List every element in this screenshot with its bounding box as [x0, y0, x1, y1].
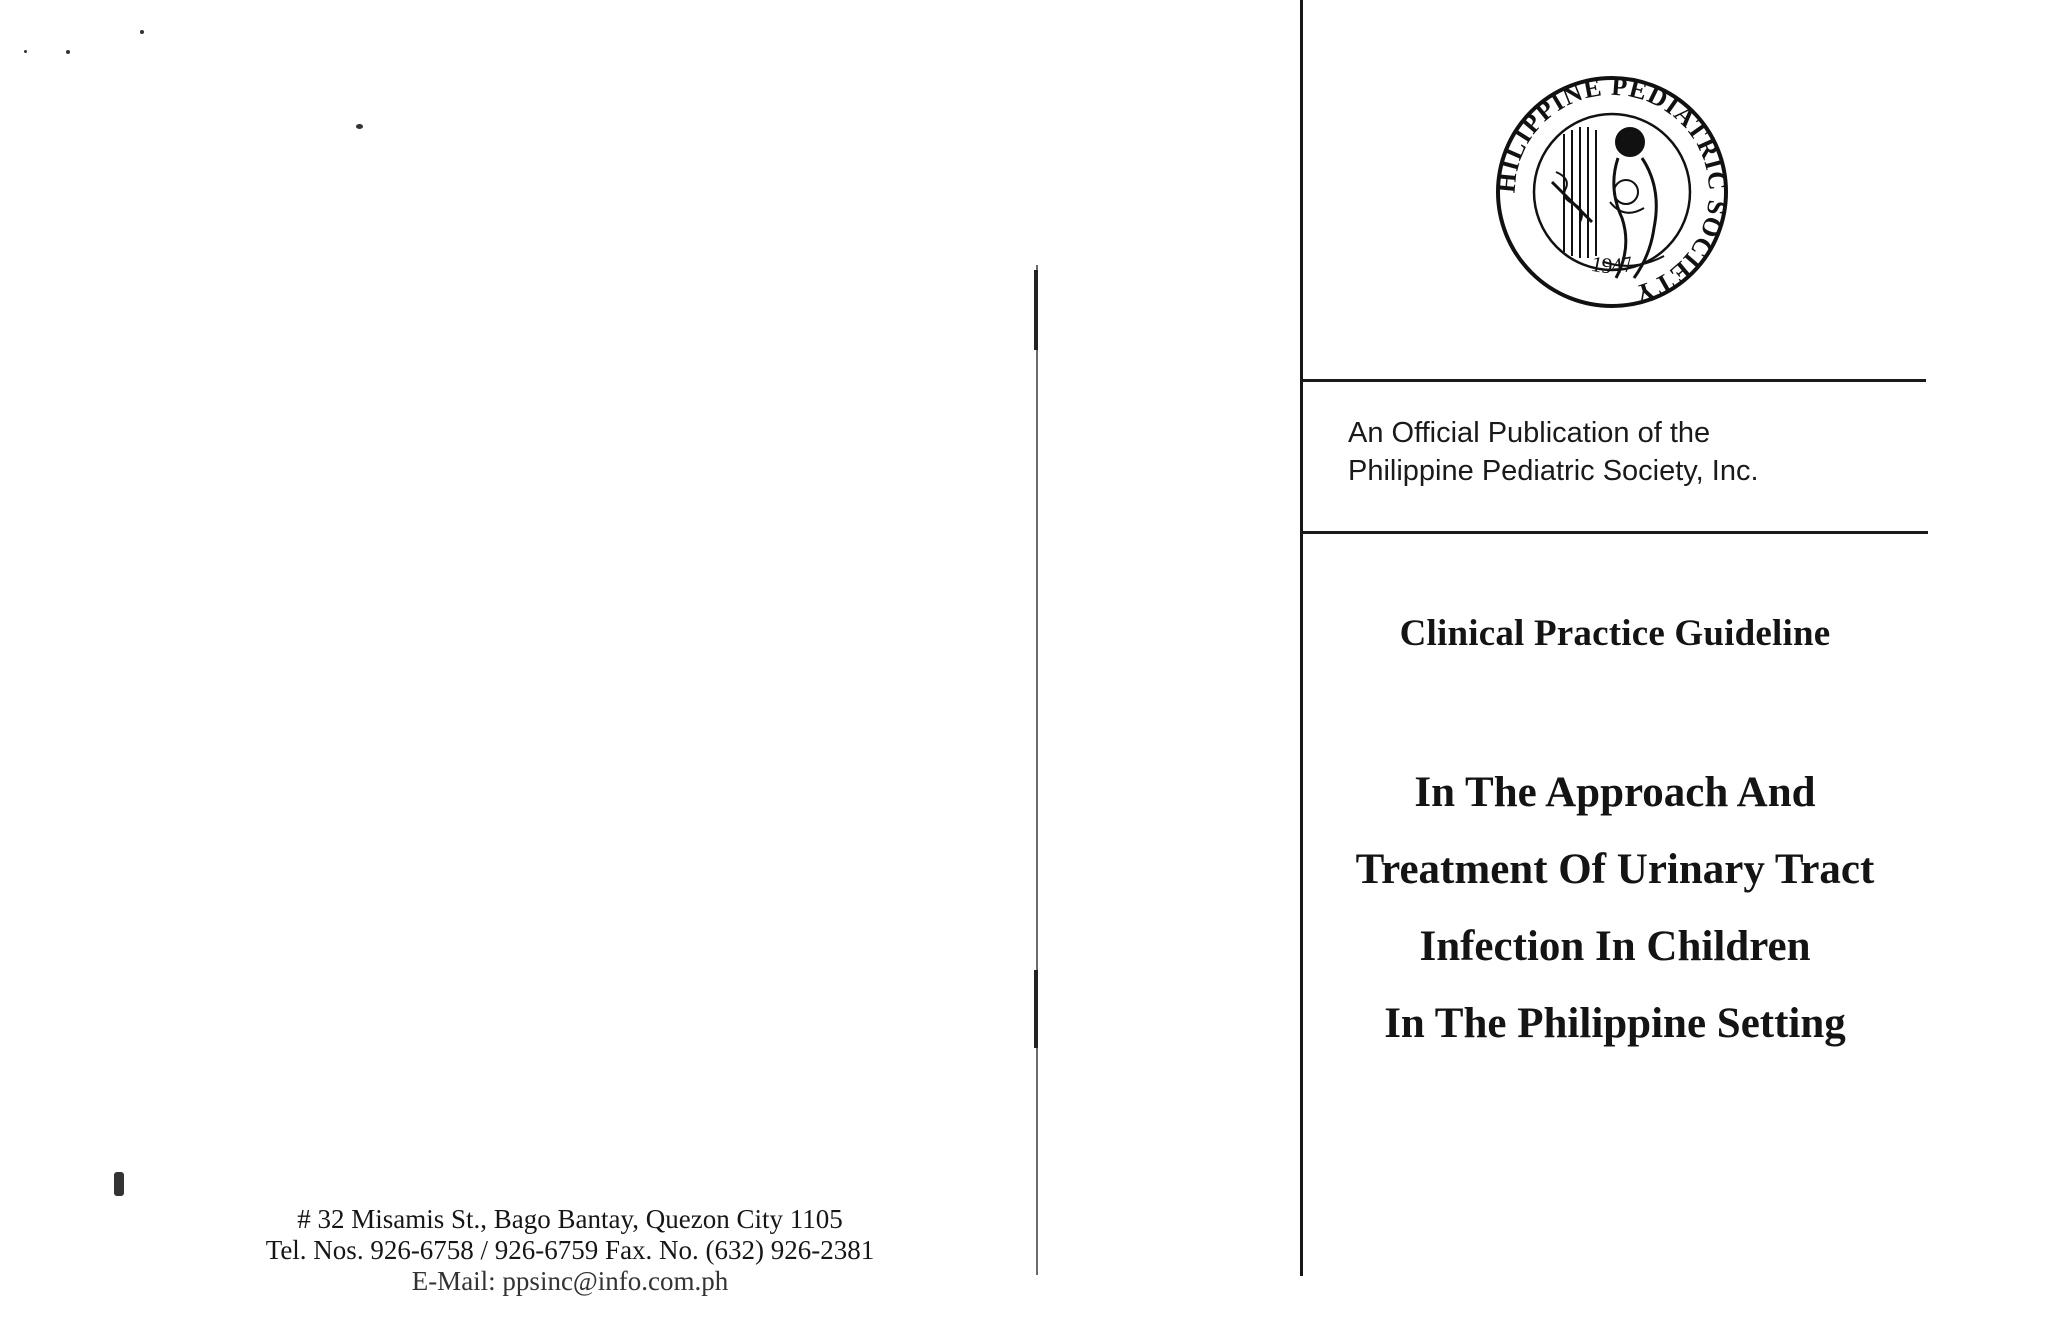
guideline-heading: Clinical Practice Guideline	[1399, 613, 1831, 654]
divider-top	[1300, 379, 1926, 382]
address-block	[230, 1204, 910, 1296]
address-line: # 32 Misamis St., Bago Bantay, Quezon City 1105	[297, 1204, 843, 1234]
philippine-pediatric-society-seal	[1492, 72, 1732, 312]
binding-fold-mark	[1034, 270, 1038, 350]
title-line: In The Approach And	[1414, 769, 1816, 816]
title-line: Infection In Children	[1419, 923, 1811, 970]
scan-speck	[24, 50, 27, 53]
scan-speck	[356, 124, 363, 129]
scan-speck	[66, 50, 70, 54]
seal-year: 1947	[1589, 250, 1635, 279]
divider-bottom	[1300, 531, 1928, 534]
publication-note	[1348, 414, 1908, 490]
title-line: In The Philippine Setting	[1384, 1000, 1846, 1047]
seal-ring-text: HILIPPINE PEDIATRIC SOCIETY	[1492, 72, 1732, 310]
email-line-cut	[230, 1266, 910, 1296]
title-line: Treatment Of Urinary Tract	[1355, 846, 1875, 893]
seal-icon	[1492, 72, 1732, 312]
publication-line-1: An Official Publication of the	[1348, 417, 1711, 449]
scan-speck	[114, 1172, 124, 1196]
scan-speck	[140, 30, 144, 34]
email-line: E-Mail: ppsinc@info.com.ph	[411, 1266, 729, 1296]
publication-line-2: Philippine Pediatric Society, Inc.	[1348, 455, 1759, 487]
phone-fax-line: Tel. Nos. 926-6758 / 926-6759 Fax. No. (632) 926-2381	[265, 1235, 875, 1265]
svg-text:PHILIPPINE PEDIATRIC SOCIETY	[1492, 72, 1732, 309]
binding-fold-line	[1036, 265, 1038, 1275]
document-title	[1300, 754, 1930, 1062]
binding-fold-mark	[1034, 970, 1038, 1048]
